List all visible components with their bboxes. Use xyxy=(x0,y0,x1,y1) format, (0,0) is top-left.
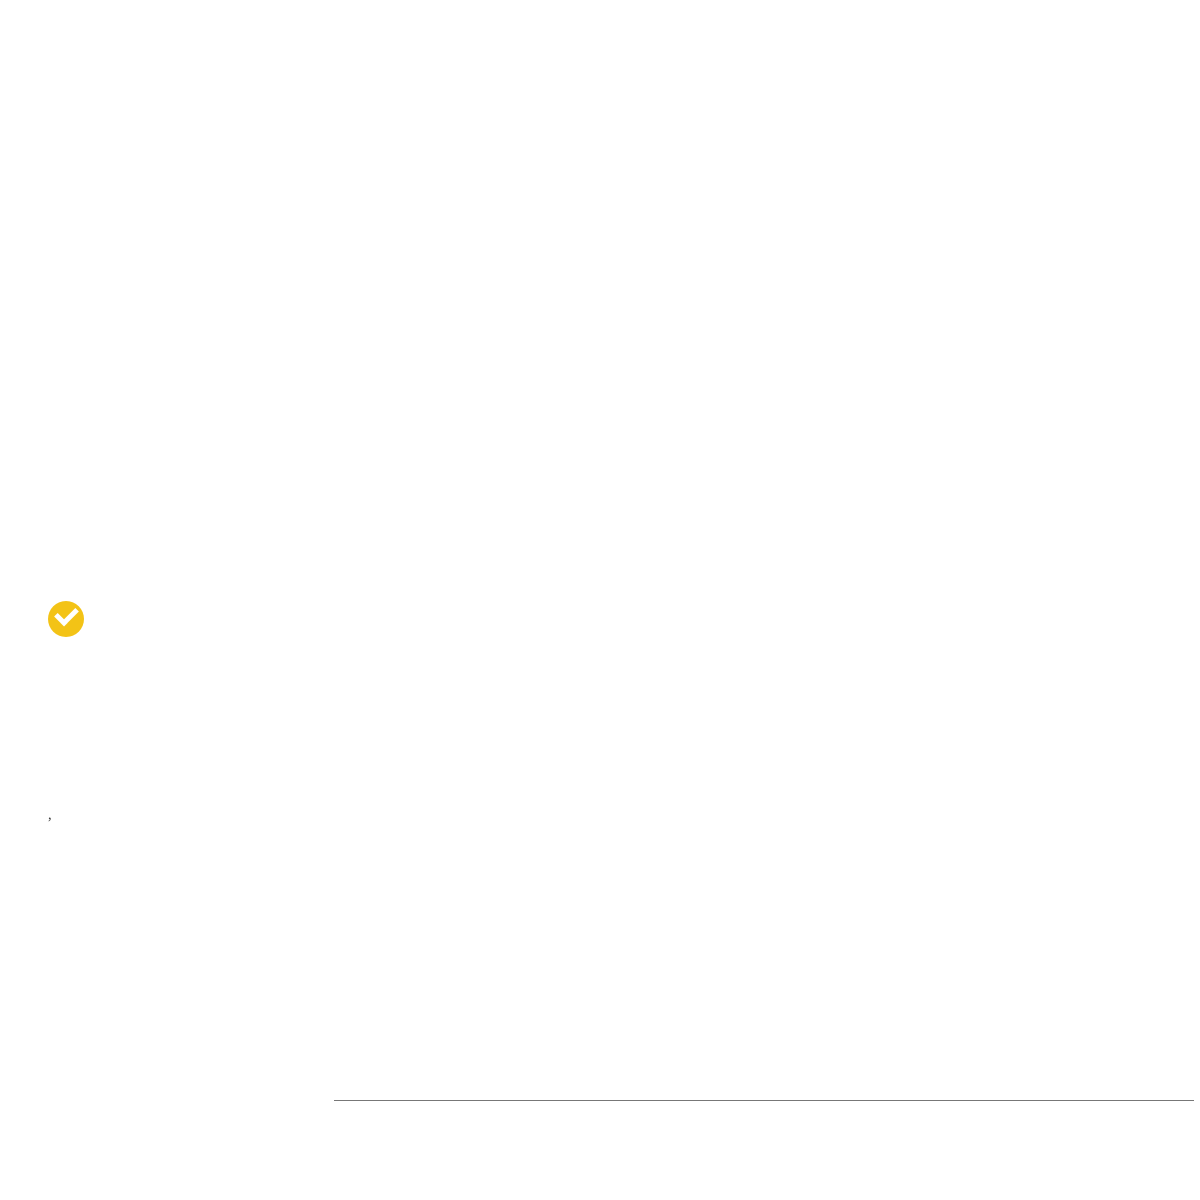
check-for-updates-icon[interactable] xyxy=(48,601,84,637)
check-icon xyxy=(54,602,79,627)
section-divider xyxy=(334,1100,1194,1101)
citation-line: , xyxy=(48,807,52,823)
citation-line xyxy=(48,833,55,850)
article-title-line-2 xyxy=(48,77,54,120)
